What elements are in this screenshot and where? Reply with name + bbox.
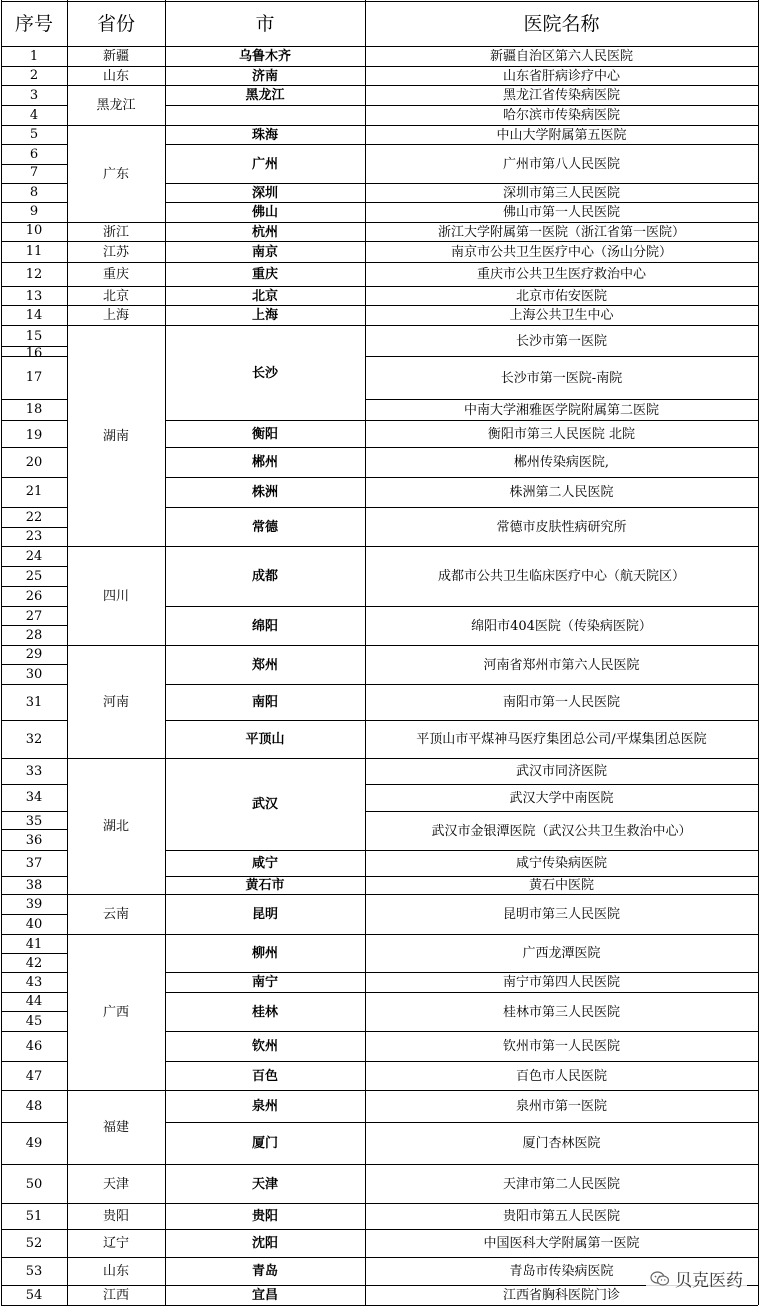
hospital-cell: 深圳市第三人民医院	[502, 185, 620, 201]
row-border	[1, 1061, 67, 1062]
header-city: 市	[255, 12, 275, 35]
row-number: 6	[29, 146, 39, 162]
city-cell: 沈阳	[251, 1236, 278, 1251]
hospital-cell: 北京市佑安医院	[515, 288, 607, 304]
hospital-cell: 武汉市金银潭医院（武汉公共卫生救治中心）	[431, 823, 692, 839]
city-cell: 宜昌	[251, 1288, 278, 1303]
row-number: 34	[25, 789, 43, 805]
row-number: 50	[25, 1176, 43, 1192]
row-number: 43	[25, 974, 43, 990]
hospital-cell: 哈尔滨市传染病医院	[502, 108, 620, 123]
province-cell: 贵阳	[102, 1209, 129, 1224]
row-number: 23	[25, 528, 43, 544]
city-cell: 昆明	[251, 907, 278, 922]
row-number: 1	[29, 48, 39, 64]
hospital-cell: 厦门杏林医院	[522, 1136, 601, 1151]
hospital-cell: 天津市第二人民医院	[502, 1176, 620, 1192]
city-cell: 郴州	[251, 455, 278, 470]
city-cell: 黑龙江	[245, 88, 285, 103]
city-cell: 武汉	[251, 797, 278, 812]
city-cell: 珠海	[251, 127, 278, 143]
province-cell: 湖南	[102, 428, 129, 444]
city-cell: 百色	[251, 1068, 278, 1084]
hospital-cell: 南京市公共卫生医疗中心（汤山分院）	[450, 244, 672, 260]
hospital-cell: 武汉大学中南医院	[509, 790, 614, 806]
province-cell: 黑龙江	[96, 98, 136, 113]
row-border	[1, 1229, 67, 1230]
hospital-cell: 昆明市第三人民医院	[502, 907, 620, 922]
hospital-cell: 河南省郑州市第六人民医院	[483, 657, 640, 673]
city-cell: 成都	[251, 569, 278, 584]
row-border	[1, 420, 67, 421]
header-number: 序号	[14, 12, 53, 35]
city-cell: 深圳	[251, 185, 278, 201]
hospital-cell: 江西省胸科医院门诊	[502, 1288, 620, 1303]
row-number: 35	[25, 813, 43, 829]
province-cell: 天津	[102, 1176, 129, 1192]
row-number: 3	[29, 87, 39, 103]
province-cell: 江西	[102, 1288, 129, 1303]
city-cell: 青岛	[251, 1264, 278, 1279]
row-number: 52	[25, 1235, 43, 1251]
city-cell: 厦门	[251, 1136, 278, 1151]
hospital-cell: 广州市第八人民医院	[502, 156, 620, 172]
row-number: 15	[25, 328, 43, 344]
row-number: 12	[25, 266, 43, 282]
hospital-cell: 黑龙江省传染病医院	[502, 88, 620, 103]
city-cell: 乌鲁木齐	[238, 49, 291, 64]
row-number: 4	[29, 107, 39, 123]
city-cell: 广州	[251, 156, 278, 172]
hospital-cell: 武汉市同济医院	[515, 764, 607, 779]
row-border	[1, 262, 67, 263]
row-border	[1, 784, 67, 785]
hospital-cell: 中南大学湘雅医学院附属第二医院	[463, 402, 659, 418]
province-cell: 云南	[102, 907, 129, 922]
row-border	[1, 1305, 67, 1306]
row-border	[1, 684, 67, 685]
hospital-cell: 咸宁传染病医院	[515, 856, 607, 871]
hospital-cell: 株洲第二人民医院	[509, 485, 614, 500]
city-cell: 泉州	[251, 1099, 278, 1114]
city-cell: 南宁	[251, 975, 278, 990]
header-hospital: 医院名称	[523, 12, 600, 35]
province-cell: 广东	[102, 166, 129, 182]
row-number: 32	[25, 731, 43, 747]
hospital-cell: 百色市人民医院	[515, 1068, 607, 1084]
row-number: 48	[25, 1098, 43, 1114]
row-number: 9	[29, 203, 39, 219]
city-cell: 贵阳	[251, 1209, 278, 1224]
city-cell: 柳州	[251, 946, 278, 961]
row-number: 46	[25, 1038, 43, 1054]
watermark	[646, 1264, 747, 1293]
hospital-cell: 广西龙潭医院	[522, 946, 601, 961]
row-border	[1, 1090, 67, 1091]
row-number: 13	[25, 288, 43, 304]
row-number: 5	[29, 126, 39, 142]
province-cell: 湖北	[102, 819, 129, 834]
row-border	[1, 1122, 67, 1123]
province-cell: 上海	[102, 308, 129, 323]
row-number: 25	[25, 568, 43, 584]
city-cell: 南阳	[251, 695, 278, 710]
row-number: 18	[25, 401, 43, 417]
row-number: 24	[25, 548, 43, 564]
hospital-cell: 浙江大学附属第一医院（浙江省第一医院）	[437, 224, 685, 240]
city-cell: 上海	[251, 308, 278, 323]
city-cell: 重庆	[251, 267, 278, 282]
row-number: 53	[25, 1263, 43, 1279]
hospital-cell: 中山大学附属第五医院	[496, 127, 627, 143]
city-cell: 绵阳	[251, 618, 278, 634]
province-cell: 北京	[102, 288, 129, 304]
row-border	[1, 758, 67, 759]
hospital-cell: 佛山市第一人民医院	[502, 205, 620, 220]
column-border	[758, 0, 759, 1305]
row-number: 31	[25, 694, 43, 710]
row-number: 33	[25, 763, 43, 779]
row-border	[1, 850, 67, 851]
hospital-cell: 绵阳市404医院（传染病医院）	[471, 618, 652, 634]
hospital-cell: 长沙市第一医院	[515, 333, 607, 349]
row-number: 26	[25, 588, 43, 604]
hospital-cell: 贵阳市第五人民医院	[502, 1209, 620, 1224]
city-cell: 桂林	[251, 1004, 278, 1020]
hospital-cell: 黄石中医院	[528, 878, 594, 893]
province-cell: 新疆	[102, 49, 129, 64]
header-province: 省份	[96, 12, 135, 35]
hospital-cell: 长沙市第一医院-南院	[500, 370, 623, 386]
row-number: 47	[25, 1068, 43, 1084]
hospital-cell: 钦州市第一人民医院	[502, 1039, 620, 1054]
row-number: 36	[25, 832, 43, 848]
province-cell: 四川	[102, 588, 129, 604]
city-cell: 郑州	[251, 657, 278, 673]
row-border	[1, 1257, 67, 1258]
hospital-cell: 桂林市第三人民医院	[502, 1004, 620, 1020]
row-number: 49	[25, 1135, 43, 1151]
row-number: 45	[25, 1013, 43, 1029]
wechat-icon	[650, 1271, 670, 1287]
row-number: 21	[25, 483, 43, 499]
hospital-cell: 郴州传染病医院,	[513, 455, 610, 470]
row-number: 54	[25, 1287, 43, 1303]
row-border	[165, 105, 365, 106]
province-cell: 福建	[102, 1120, 129, 1135]
row-number: 19	[25, 427, 43, 443]
row-number: 27	[25, 608, 43, 624]
city-cell: 咸宁	[251, 856, 278, 871]
row-number: 44	[25, 993, 43, 1009]
province-cell: 广西	[102, 1005, 129, 1020]
hospital-cell: 新疆自治区第六人民医院	[489, 49, 633, 64]
city-cell: 佛山	[251, 205, 278, 220]
hospital-cell: 泉州市第一医院	[515, 1099, 607, 1114]
province-cell: 辽宁	[102, 1236, 129, 1251]
row-border	[1, 1031, 67, 1032]
row-number: 22	[25, 509, 43, 525]
city-cell: 长沙	[251, 365, 278, 381]
row-number: 7	[29, 164, 39, 180]
row-number: 28	[25, 627, 43, 643]
hospital-cell: 山东省肝病诊疗中心	[502, 68, 620, 84]
row-number: 10	[25, 222, 43, 238]
hospital-cell: 青岛市传染病医院	[509, 1264, 614, 1279]
row-border	[1, 447, 67, 448]
row-number: 20	[25, 454, 43, 470]
province-cell: 浙江	[102, 224, 129, 240]
city-cell: 钦州	[251, 1039, 278, 1054]
row-number: 37	[25, 855, 43, 871]
row-number: 17	[25, 369, 43, 385]
city-cell: 天津	[251, 1176, 278, 1192]
hospital-cell: 上海公共卫生中心	[509, 308, 614, 323]
row-number: 11	[25, 243, 43, 259]
row-number: 38	[25, 877, 43, 893]
city-cell: 北京	[251, 288, 278, 304]
city-cell: 杭州	[251, 224, 278, 240]
hospital-cell: 重庆市公共卫生医疗救治中心	[476, 267, 646, 282]
row-number: 8	[29, 184, 39, 200]
row-border	[1, 477, 67, 478]
row-border	[365, 1305, 758, 1306]
city-cell: 株洲	[251, 485, 278, 500]
hospital-cell: 衡阳市第三人民医院 北院	[487, 426, 636, 442]
hospital-cell: 常德市皮肤性病研究所	[496, 519, 627, 535]
province-cell: 河南	[102, 694, 129, 710]
row-border	[67, 1305, 165, 1306]
city-cell: 黄石市	[245, 878, 285, 893]
hospital-cell: 中国医科大学附属第一医院	[483, 1236, 640, 1251]
row-border	[1, 720, 67, 721]
watermark-text: 贝克医药	[675, 1271, 743, 1291]
province-cell: 山东	[102, 1264, 129, 1279]
hospital-cell: 南阳市第一人民医院	[502, 695, 620, 710]
city-cell: 平顶山	[245, 732, 285, 747]
hospital-cell: 成都市公共卫生临床医疗中心（航天院区）	[437, 569, 685, 584]
row-number: 16	[25, 345, 43, 361]
row-number: 40	[25, 916, 43, 932]
row-number: 2	[29, 67, 39, 83]
hospital-cell: 平顶山市平煤神马医疗集团总公司/平煤集团总医院	[416, 732, 707, 747]
row-number: 51	[25, 1208, 43, 1224]
row-number: 39	[25, 896, 43, 912]
hospital-cell: 南宁市第四人民医院	[502, 975, 620, 990]
city-cell: 南京	[251, 244, 278, 260]
row-border	[1, 1203, 67, 1204]
province-cell: 重庆	[102, 267, 129, 282]
province-cell: 山东	[102, 68, 129, 84]
city-cell: 衡阳	[251, 426, 278, 442]
city-cell: 济南	[251, 68, 278, 84]
city-cell: 常德	[251, 519, 278, 535]
row-number: 14	[25, 307, 43, 323]
province-cell: 江苏	[102, 244, 129, 260]
row-number: 30	[25, 666, 43, 682]
row-number: 29	[25, 646, 43, 662]
row-border	[1, 1164, 67, 1165]
row-border	[165, 1305, 365, 1306]
row-number: 42	[25, 955, 43, 971]
row-number: 41	[25, 936, 43, 952]
